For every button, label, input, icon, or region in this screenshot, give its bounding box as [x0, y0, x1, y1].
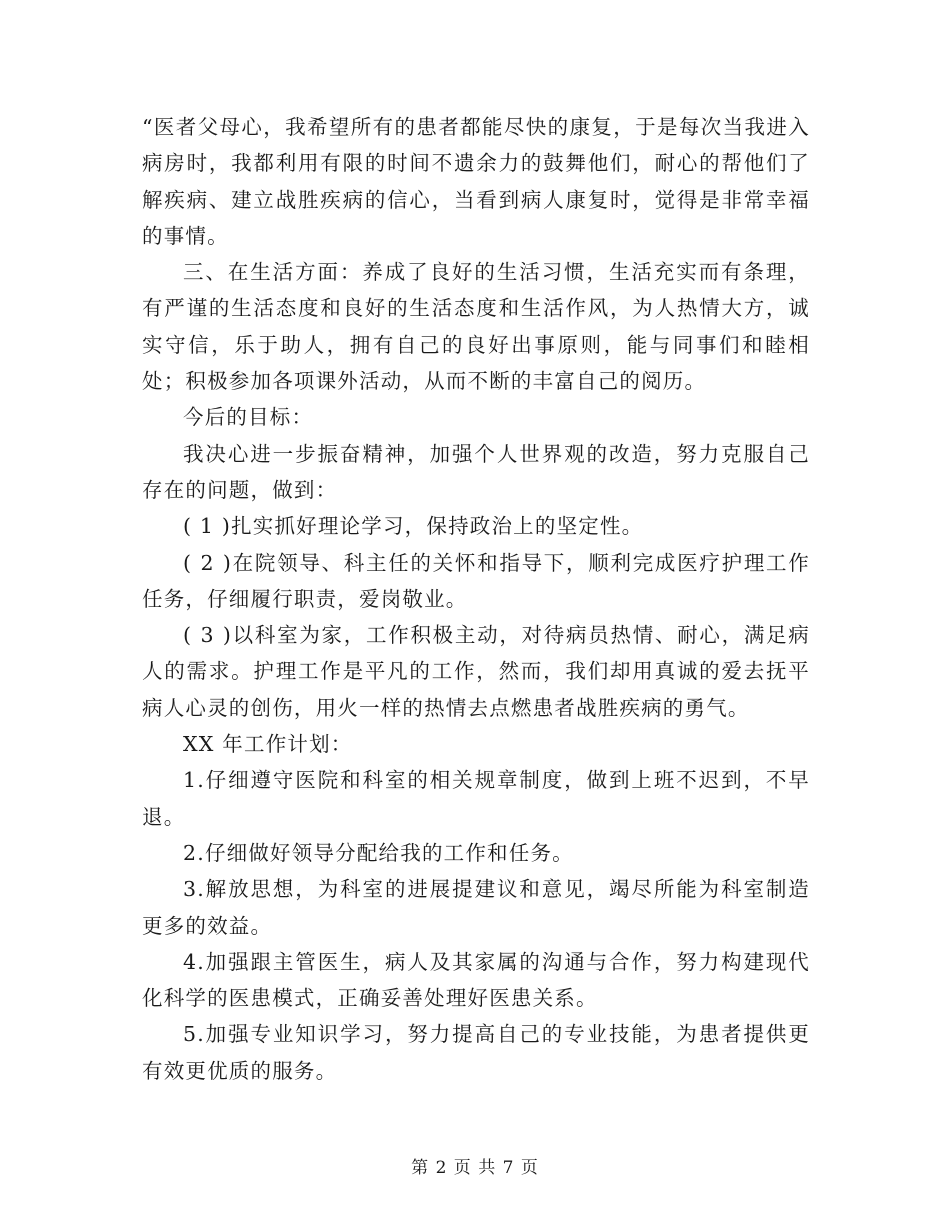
- goal-item-3: ( 3 )以科室为家，工作积极主动，对待病员热情、耐心，满足病人的需求。护理工作是平凡的工作，然而，我们却用真诚的爱去抚平病人心灵的创伤，用火一样的热情去点燃患者战胜疾病的勇气。: [142, 623, 810, 720]
- plan-item-3: 3.解放思想，为科室的进展提建议和意见，竭尽所能为科室制造更多的效益。: [142, 877, 810, 938]
- plan-item-1: 1.仔细遵守医院和科室的相关规章制度，做到上班不迟到，不早退。: [142, 768, 810, 829]
- goal-item-1: ( 1 )扎实抓好理论学习，保持政治上的坚定性。: [183, 514, 644, 539]
- heading-work-plan: XX 年工作计划：: [183, 732, 353, 757]
- paragraph-patient-care: “医者父母心，我希望所有的患者都能尽快的康复，于是每次当我进入病房时，我都利用有限的时间不遗余力的鼓舞他们，耐心的帮他们了解疾病、建立战胜疾病的信心，当看到病人康复时，觉得是非常幸福的事情。: [142, 115, 810, 248]
- plan-item-4: 4.加强跟主管医生，病人及其家属的沟通与合作，努力构建现代化科学的医患模式，正确妥善处理好医患关系。: [142, 949, 810, 1011]
- page-number-footer: 第 2 页 共 7 页: [411, 1158, 539, 1178]
- heading-future-goals: 今后的目标：: [183, 405, 314, 430]
- goal-item-2: ( 2 )在院领导、科主任的关怀和指导下，顺利完成医疗护理工作任务，仔细履行职责，爱岗敬业。: [142, 550, 810, 611]
- paragraph-life-aspect: 三、在生活方面：养成了良好的生活习惯，生活充实而有条理，有严谨的生活态度和良好的生活态度和生活作风，为人热情大方，诚实守信，乐于助人，拥有自己的良好出事原则，能与同事们和睦相处；积极参加各项课外活动，从而不断的丰富自己的阅历。: [142, 260, 810, 394]
- paragraph-resolution: 我决心进一步振奋精神，加强个人世界观的改造，努力克服自己存在的问题，做到：: [142, 441, 810, 502]
- document-body: [142, 109, 810, 1089]
- plan-item-2: 2.仔细做好领导分配给我的工作和任务。: [183, 840, 574, 865]
- plan-item-5: 5.加强专业知识学习，努力提高自己的专业技能，为患者提供更有效更优质的服务。: [142, 1022, 810, 1083]
